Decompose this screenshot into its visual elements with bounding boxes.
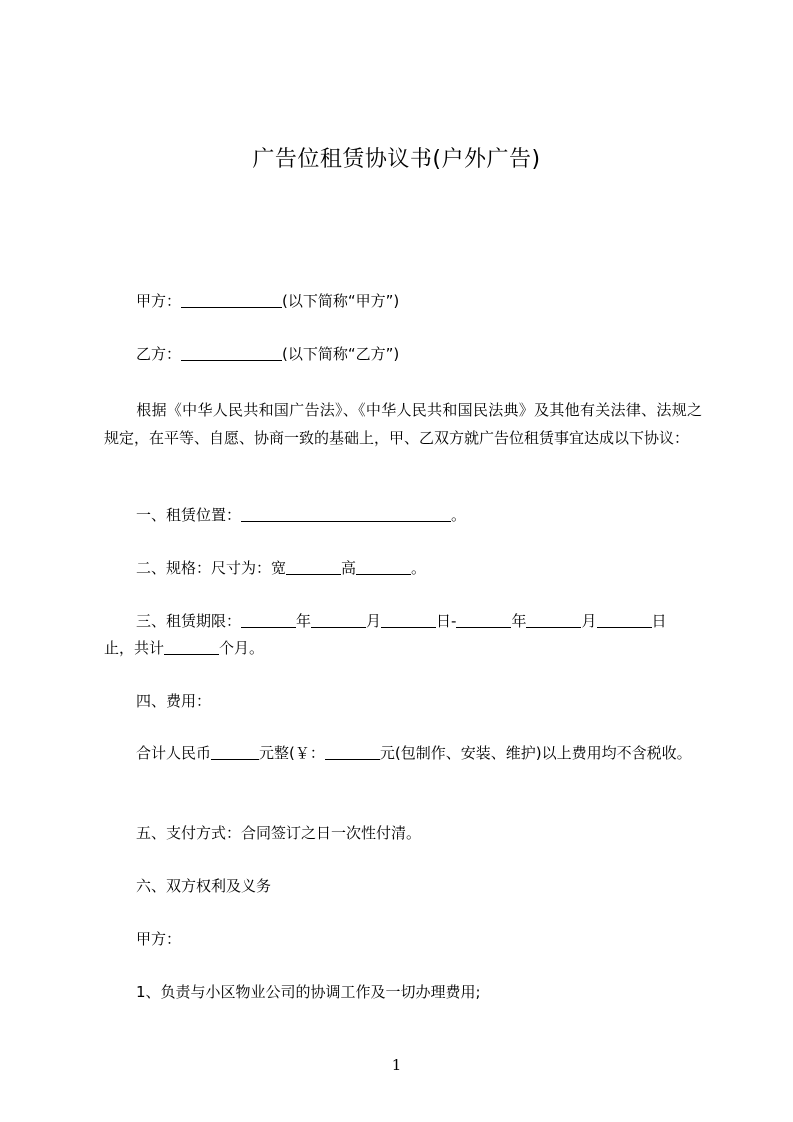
fee-suffix: 元(包制作、安装、维护)以上费用均不含税收。 [379,744,692,762]
list-item: 1、负责与小区物业公司的协调工作及一切办理费用; [136,983,481,1001]
width-blank[interactable] [286,559,341,575]
clause-location-label: 一、租赁位置： [136,506,242,524]
fee-mid: 元整(￥： [259,744,325,762]
location-blank[interactable] [241,506,451,522]
party-b-line [136,344,399,364]
total-months-suffix: 个月。 [219,639,265,657]
end-month-blank[interactable] [526,612,581,628]
clause-rights: 六、双方权利及义务 [136,877,272,895]
start-year-blank[interactable] [241,612,296,628]
start-month-blank[interactable] [311,612,366,628]
clause-fee-label: 四、费用： [136,692,212,710]
clause-fee-heading [136,691,211,711]
party-a-blank[interactable] [181,292,282,308]
clause-location [136,505,466,525]
clause-payment: 五、支付方式：合同签订之日一次性付清。 [136,824,422,842]
party-b-blank[interactable] [181,345,282,361]
clause-spec-label: 二、规格：尺寸为：宽 [136,559,287,577]
end-month-unit: 月 [581,612,597,630]
clause-spec-end: 。 [411,559,427,577]
clause-term-label: 三、租赁期限： [136,612,242,630]
fee-prefix: 合计人民币 [136,744,212,762]
end-year-unit: 年 [511,612,527,630]
start-year-unit: 年 [296,612,312,630]
total-months-prefix: 止，共计 [104,639,165,657]
party-b-note: (以下简称“乙方”) [282,345,400,363]
document-title: 广告位租赁协议书(户外广告) [252,147,541,172]
start-day-blank[interactable] [381,612,436,628]
party-a-note: (以下简称“甲方”) [282,292,400,310]
total-months-blank[interactable] [164,639,219,655]
end-day-unit: 日 [651,612,667,630]
fee-paragraph [104,739,702,767]
clause-location-end: 。 [451,506,467,524]
preamble-paragraph [104,396,702,452]
party-a-label: 甲方： [136,292,182,310]
height-blank[interactable] [356,559,411,575]
clause-term [136,611,667,631]
height-label: 高 [341,559,357,577]
party-a-heading: 甲方： [136,930,182,948]
clause-term-total [104,638,264,658]
fee-amount-blank[interactable] [325,744,380,760]
end-day-blank[interactable] [597,612,652,628]
party-a-line [136,291,399,311]
fee-words-blank[interactable] [211,744,259,760]
clause-spec [136,558,426,578]
page-number: 1 [391,1056,402,1074]
preamble-text: 根据《中华人民共和国广告法》、《中华人民共和国民法典》及其他有关法律、法规之规定，在平等、自愿、协商一致的基础上，甲、乙双方就广告位租赁事宜达成以下协议： [104,401,702,447]
start-month-unit: 月 [366,612,382,630]
party-b-label: 乙方： [136,345,182,363]
start-day-unit: 日- [436,612,457,630]
end-year-blank[interactable] [456,612,511,628]
